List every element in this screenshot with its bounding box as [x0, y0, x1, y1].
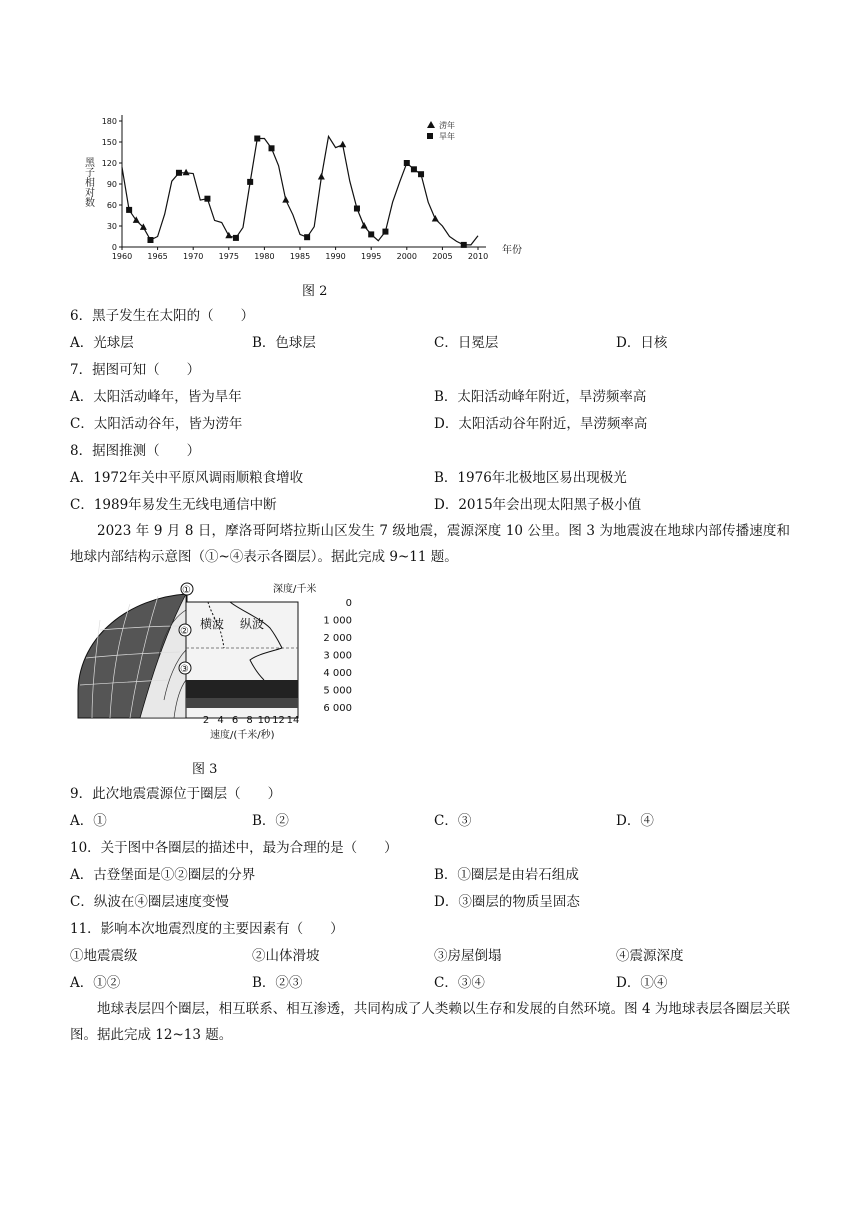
- drought-year-point: [126, 207, 132, 213]
- q10-option-d[interactable]: D．③圈层的物质呈固态: [434, 894, 580, 910]
- q6-option-c[interactable]: C．日冕层: [434, 335, 499, 351]
- chart-xtick-label: 2000: [396, 252, 417, 261]
- flood-year-point: [432, 215, 439, 222]
- flood-year-point: [318, 173, 325, 180]
- intro-earthquake: 2023 年 9 月 8 日，摩洛哥阿塔拉斯山区发生 7 级地震，震源深度 10 公里。图 3 为地震波在地球内部传播速度和地球内部结构示意图（①~④表示各圈层）。据此完成 9~11 题。: [70, 523, 790, 565]
- q11-option-d[interactable]: D．①④: [616, 975, 668, 991]
- layer-1: ①: [182, 585, 191, 596]
- chart-ytick-label: 90: [106, 180, 117, 189]
- inner-core-band: [186, 680, 298, 698]
- q9-option-d[interactable]: D．④: [616, 813, 654, 829]
- depth-tick-label: 0: [345, 598, 352, 609]
- speed-tick-label: 8: [246, 715, 253, 726]
- chart-xlabel: 年份: [502, 245, 522, 256]
- q7-option-d[interactable]: D．太阳活动谷年附近，旱涝频率高: [434, 416, 648, 432]
- chart-ytick-label: 150: [101, 138, 117, 147]
- drought-year-point: [461, 242, 467, 248]
- legend-flood: 涝年: [439, 121, 455, 130]
- q8-stem: 8．据图推测（ ）: [70, 443, 201, 459]
- q8-option-a[interactable]: A．1972年关中平原风调雨顺粮食增收: [70, 470, 304, 486]
- q6-option-d[interactable]: D．日核: [616, 335, 668, 351]
- q11-option-c[interactable]: C．③④: [434, 975, 485, 991]
- q9-option-a[interactable]: A．①: [70, 813, 107, 829]
- speed-tick-label: 4: [217, 715, 224, 726]
- depth-tick-label: 4 000: [323, 668, 352, 679]
- q6-stem: 6．黑子发生在太阳的（ ）: [70, 308, 255, 324]
- q11-item-3: ③房屋倒塌: [434, 948, 502, 964]
- q10-stem: 10．关于图中各圈层的描述中，最为合理的是（ ）: [70, 840, 398, 856]
- q9-stem: 9．此次地震震源位于圈层（ ）: [70, 786, 282, 802]
- drought-year-point: [368, 231, 374, 237]
- q11-stem: 11．影响本次地震烈度的主要因素有（ ）: [70, 921, 344, 937]
- chart-xtick-label: 1995: [361, 252, 382, 261]
- depth-tick-label: 1 000: [323, 615, 352, 627]
- q11-option-a[interactable]: A．①②: [70, 975, 121, 991]
- q8-option-d[interactable]: D．2015年会出现太阳黑子极小值: [434, 497, 642, 513]
- depth-tick-label: 5 000: [323, 685, 352, 697]
- q11-item-1: ①地震震级: [70, 948, 138, 964]
- drought-year-point: [233, 235, 239, 241]
- fig3-caption: 图 3: [192, 762, 218, 777]
- flood-year-point: [183, 169, 190, 176]
- deepest-band: [186, 698, 298, 708]
- fig2-caption: 图 2: [302, 284, 328, 299]
- q9-option-b[interactable]: B．②: [252, 813, 289, 829]
- q7-option-c[interactable]: C．太阳活动谷年，皆为涝年: [70, 416, 243, 432]
- flood-year-point: [282, 196, 289, 203]
- q11-item-4: ④震源深度: [616, 948, 684, 964]
- q11-item-2: ②山体滑坡: [252, 948, 320, 964]
- depth-tick-label: 6 000: [323, 703, 352, 714]
- q7-option-a[interactable]: A．太阳活动峰年，皆为旱年: [70, 389, 242, 405]
- q9-option-c[interactable]: C．③: [434, 813, 472, 829]
- sunspot-series-line: [122, 136, 478, 245]
- speed-tick-label: 6: [231, 715, 239, 726]
- q7-option-b[interactable]: B．太阳活动峰年附近，旱涝频率高: [434, 389, 647, 405]
- drought-year-point: [304, 234, 310, 240]
- q10-option-b[interactable]: B．①圈层是由岩石组成: [434, 867, 579, 883]
- chart-xtick-label: 1985: [289, 252, 311, 261]
- flood-year-point: [339, 141, 346, 148]
- speed-tick-label: 10: [257, 715, 271, 726]
- intro-earth-layers: 地球表层四个圈层，相互联系、相互渗透，共同构成了人类赖以生存和发展的自然环境。图 4 为地球表层各圈层关联图。据此完成 12~13 题。: [70, 1001, 790, 1043]
- chart-legend: [427, 120, 455, 141]
- chart-xtick-label: 2005: [432, 252, 453, 261]
- depth-tick-label: 3 000: [323, 650, 352, 662]
- drought-year-point: [269, 145, 275, 151]
- legend-triangle-icon: [427, 121, 435, 128]
- s-wave-label: 横波: [200, 617, 225, 631]
- drought-year-point: [404, 160, 410, 166]
- chart-ytick-label: 60: [106, 201, 117, 210]
- q6-option-a[interactable]: A．光球层: [70, 335, 134, 351]
- q8-option-b[interactable]: B．1976年北极地区易出现极光: [434, 470, 627, 486]
- earth-structure-diagram: [70, 580, 355, 745]
- drought-year-point: [382, 229, 388, 235]
- depth-title: 深度/千米: [273, 584, 317, 595]
- chart-xtick-label: 1970: [183, 252, 204, 261]
- chart-ytick-label: 0: [111, 243, 117, 252]
- q10-option-a[interactable]: A．古登堡面是①②圈层的分界: [70, 867, 256, 883]
- drought-year-point: [204, 196, 210, 202]
- chart-xtick-label: 1980: [254, 252, 275, 261]
- q11-option-b[interactable]: B．②③: [252, 975, 303, 991]
- drought-year-point: [418, 171, 424, 177]
- chart-ytick-label: 180: [101, 117, 117, 126]
- legend-drought: 旱年: [439, 132, 455, 141]
- speed-label: 速度/(千米/秒): [210, 730, 275, 741]
- q8-option-c[interactable]: C．1989年易发生无线电通信中断: [70, 497, 277, 513]
- chart-ytick-label: 120: [101, 159, 117, 168]
- drought-year-point: [354, 206, 360, 212]
- flood-year-point: [225, 232, 232, 239]
- speed-tick-label: 12: [272, 715, 285, 726]
- drought-year-point: [147, 237, 153, 243]
- drought-year-point: [254, 136, 260, 142]
- legend-square-icon: [427, 133, 433, 139]
- sunspot-chart: [70, 95, 540, 275]
- chart-xtick-label: 1975: [218, 252, 239, 261]
- chart-xtick-label: 2010: [467, 252, 489, 261]
- flood-year-point: [361, 222, 368, 229]
- chart-xtick-label: 1990: [325, 252, 346, 261]
- q7-stem: 7．据图可知（ ）: [70, 362, 201, 378]
- drought-year-point: [247, 179, 253, 185]
- depth-tick-label: 2 000: [323, 633, 352, 644]
- speed-tick-label: 14: [286, 715, 300, 726]
- chart-xtick-label: 1960: [111, 252, 133, 261]
- p-wave-label: 纵波: [240, 617, 265, 631]
- drought-year-point: [176, 170, 182, 176]
- chart-xtick-label: 1965: [147, 252, 168, 261]
- layer-3: ③: [180, 664, 189, 675]
- chart-ytick-label: 30: [106, 222, 117, 231]
- drought-year-point: [411, 166, 417, 172]
- layer-2: ②: [180, 626, 189, 637]
- q6-option-b[interactable]: B．色球层: [252, 335, 316, 351]
- speed-tick-label: 2: [202, 715, 210, 726]
- chart-ylabel: 黑子相对数: [82, 157, 94, 207]
- q10-option-c[interactable]: C．纵波在④圈层速度变慢: [70, 894, 229, 910]
